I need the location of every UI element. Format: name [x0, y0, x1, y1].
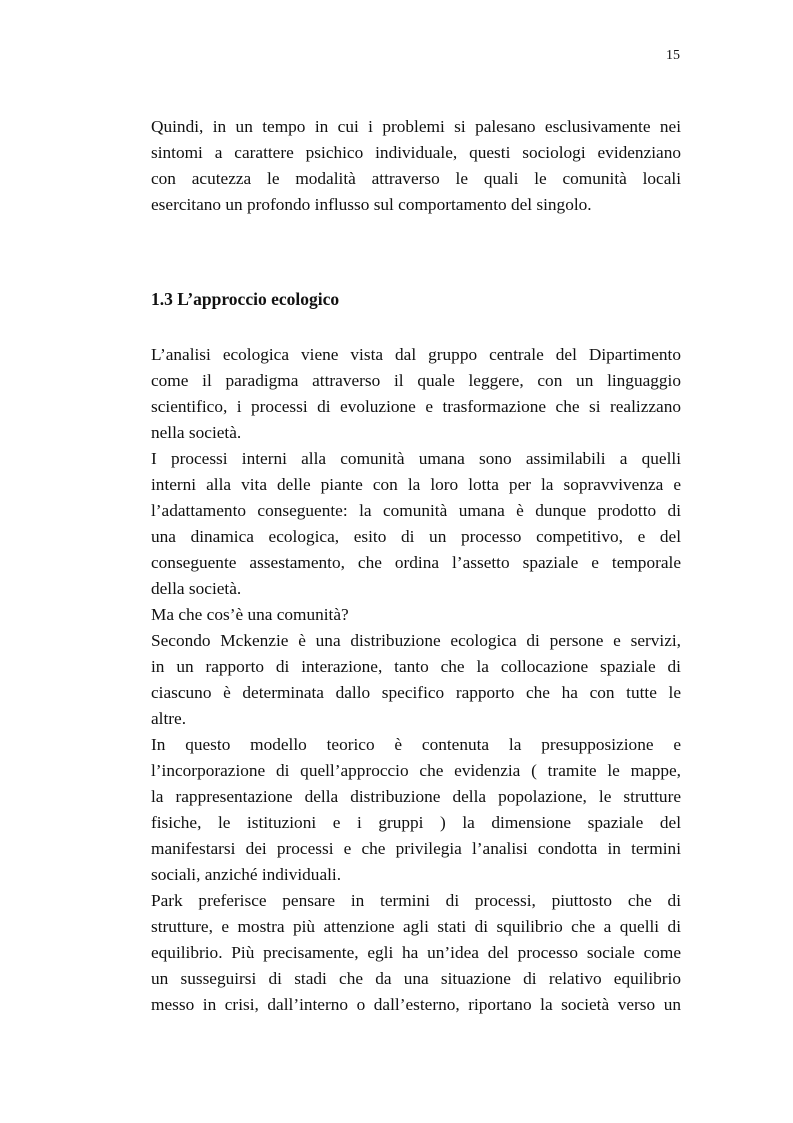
- text-line: un susseguirsi di stadi che da una situazione di relativo equilibrio: [151, 969, 681, 988]
- page-number: 15: [666, 48, 680, 63]
- text-line: messo in crisi, dall’interno o dall’esterno, riportano la società verso un: [151, 995, 681, 1014]
- text-line: la rappresentazione della distribuzione della popolazione, le strutture: [151, 787, 681, 806]
- text-line: In questo modello teorico è contenuta la presupposizione e: [151, 735, 681, 754]
- intro-paragraph: [151, 114, 681, 218]
- text-line: Park preferisce pensare in termini di processi, piuttosto che di: [151, 891, 681, 910]
- text-line: una dinamica ecologica, esito di un processo competitivo, e del: [151, 527, 681, 546]
- text-line: sociali, anziché individuali.: [151, 865, 342, 884]
- text-line: Quindi, in un tempo in cui i problemi si palesano esclusivamente nei: [151, 117, 681, 136]
- text-line: come il paradigma attraverso il quale leggere, con un linguaggio: [151, 371, 681, 390]
- text-line: della società.: [151, 579, 242, 598]
- section-heading: 1.3 L’approccio ecologico: [151, 289, 340, 309]
- text-line: strutture, e mostra più attenzione agli stati di squilibrio che a quelli di: [151, 917, 681, 936]
- text-line: fisiche, le istituzioni e i gruppi ) la dimensione spaziale del: [151, 813, 681, 832]
- text-line: con acutezza le modalità attraverso le quali le comunità locali: [151, 169, 681, 188]
- text-line: L’analisi ecologica viene vista dal gruppo centrale del Dipartimento: [151, 345, 681, 364]
- text-line: interni alla vita delle piante con la loro lotta per la sopravvivenza e: [151, 475, 681, 494]
- text-line: altre.: [151, 709, 187, 728]
- text-line: in un rapporto di interazione, tanto che la collocazione spaziale di: [151, 657, 681, 676]
- text-line: manifestarsi dei processi e che privilegia l’analisi condotta in termini: [151, 839, 681, 858]
- body-text: [151, 342, 681, 1018]
- text-line: nella società.: [151, 423, 242, 442]
- text-line: esercitano un profondo influsso sul comportamento del singolo.: [151, 195, 592, 214]
- text-line: l’adattamento conseguente: la comunità umana è dunque prodotto di: [151, 501, 681, 520]
- text-line: l’incorporazione di quell’approccio che evidenzia ( tramite le mappe,: [151, 761, 681, 780]
- text-line: ciascuno è determinata dallo specifico rapporto che ha con tutte le: [151, 683, 681, 702]
- text-line: conseguente assestamento, che ordina l’assetto spaziale e temporale: [151, 553, 681, 572]
- text-line: Secondo Mckenzie è una distribuzione ecologica di persone e servizi,: [151, 631, 681, 650]
- text-line: sintomi a carattere psichico individuale, questi sociologi evidenziano: [151, 143, 681, 162]
- text-line: equilibrio. Più precisamente, egli ha un’idea del processo sociale come: [151, 943, 681, 962]
- text-line: Ma che cos’è una comunità?: [151, 605, 349, 624]
- text-line: scientifico, i processi di evoluzione e trasformazione che si realizzano: [151, 397, 681, 416]
- text-line: I processi interni alla comunità umana sono assimilabili a quelli: [151, 449, 681, 468]
